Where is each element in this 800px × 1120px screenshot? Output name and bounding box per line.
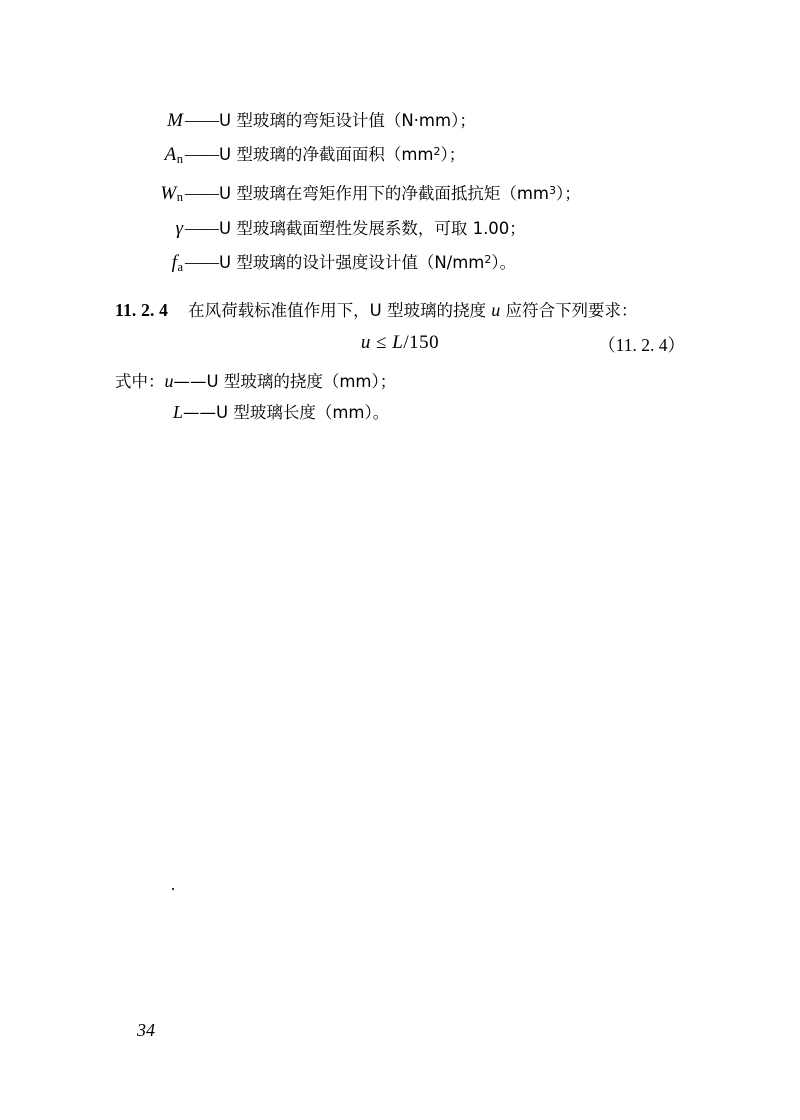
formula-number: （11. 2. 4）: [598, 335, 685, 356]
definition-text: U 型玻璃的设计强度设计值$(N/mm^2)$。: [219, 253, 517, 273]
where-label: 式中：: [115, 372, 165, 392]
definition-dash: ——: [185, 218, 218, 239]
definition-text: U 型玻璃在弯矩作用下的净截面抵抗矩$(mm^3)$；: [219, 183, 581, 203]
definition-row: [115, 136, 685, 175]
formula-rhs-rest: /150: [403, 332, 440, 354]
formula-operator: ≤: [376, 332, 388, 354]
symbol-gamma: γ: [175, 218, 183, 240]
definition-dash: ——: [185, 110, 218, 130]
where-row-2: [115, 397, 685, 428]
formula-lhs: u: [360, 332, 371, 354]
clause-text-part1: 在风荷载标准值作用下，U 型玻璃的挠度: [188, 301, 492, 321]
formula-rhs-variable: L: [392, 332, 404, 354]
definition-row: [115, 105, 685, 136]
definition-text: U 型玻璃截面塑性发展系数，可取 1.00；: [219, 219, 526, 239]
clause-variable-u: u: [491, 300, 501, 321]
definition-dash: ——: [185, 182, 218, 203]
definition-dash: ——: [185, 143, 218, 164]
clause-number: 11. 2. 4: [115, 300, 169, 321]
definition-text: U 型玻璃的弯矩设计值（N·mm）；: [219, 111, 476, 130]
clause-text-part2: 应符合下列要求：: [500, 301, 638, 321]
symbol-An: $A_n$: [164, 143, 183, 166]
formula-block: [115, 332, 685, 366]
symbol-fa: $f_a$: [171, 252, 183, 275]
where-symbol-L: L: [173, 402, 184, 423]
stray-mark: [172, 888, 174, 890]
definition-text: U 型玻璃的净截面面积$(mm^2)$；: [219, 144, 466, 164]
definition-dash: ——: [185, 252, 218, 273]
symbol-M: M: [167, 110, 183, 131]
symbol-definition-list: [115, 105, 685, 283]
definition-row: [115, 213, 685, 244]
where-row-1: [115, 366, 685, 397]
where-dash: ——: [183, 403, 217, 423]
page-content: [115, 105, 685, 428]
page-number: 34: [137, 1020, 155, 1040]
where-symbol-u: u: [164, 371, 174, 392]
symbol-Wn: $W_n$: [160, 182, 183, 205]
where-block: [115, 366, 685, 428]
where-text: U 型玻璃长度（mm）。: [216, 403, 390, 423]
where-text: U 型玻璃的挠度（mm）；: [206, 372, 397, 392]
definition-row: [115, 244, 685, 283]
where-dash: ——: [173, 372, 207, 392]
definition-row: [115, 175, 685, 214]
clause-11-2-4: [115, 295, 685, 326]
